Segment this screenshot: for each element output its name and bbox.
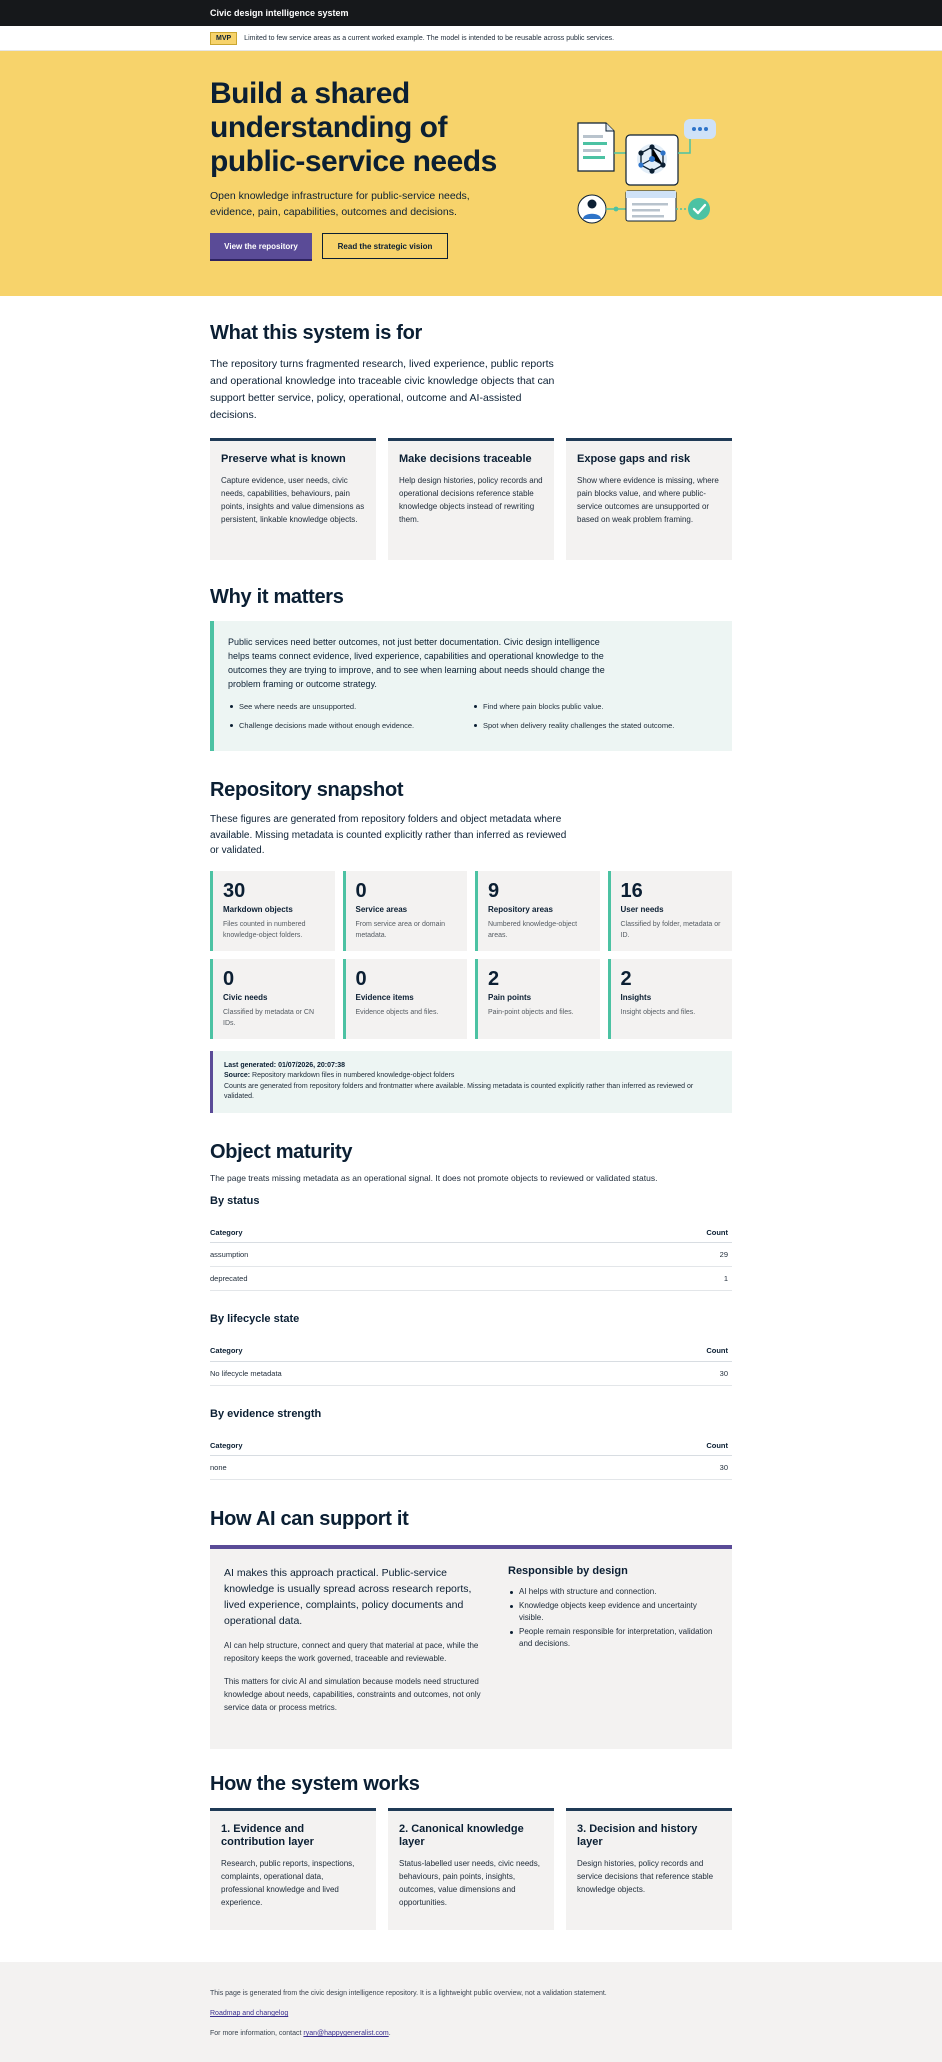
card-body: Design histories, policy records and service decisions that reference stable knowledge objects. xyxy=(577,1859,714,1894)
chat-bubble-icon xyxy=(684,119,716,139)
knowledge-network-illustration xyxy=(570,113,730,233)
report-card-icon xyxy=(626,191,676,221)
card-title: 3. Decision and history layer xyxy=(577,1823,698,1848)
what-lead: The repository turns fragmented research, lived experience, public reports and operational knowledge into traceable civic knowledge objects that can support better service, policy, operational, outcome and AI-assisted decisions. xyxy=(210,358,555,421)
last-generated-label: Last generated: xyxy=(224,1061,277,1069)
table-row xyxy=(210,1243,732,1267)
stat-user-needs xyxy=(608,871,733,951)
stat-number: 0 xyxy=(223,967,235,990)
ai-panel-left xyxy=(224,1565,486,1727)
footer-contact xyxy=(210,2029,732,2039)
card-preserve xyxy=(210,438,376,560)
source-value: Repository markdown files in numbered knowledge-object folders xyxy=(252,1072,455,1079)
count-cell: 1 xyxy=(535,1267,732,1291)
stat-desc: Evidence objects and files. xyxy=(355,1008,439,1016)
card-body: Show where evidence is missing, where pain blocks value, and where public-service outcomes are unsupported or based on weak problem framing. xyxy=(577,476,719,524)
why-bullets xyxy=(228,701,716,739)
stat-desc: Numbered knowledge-object areas. xyxy=(488,920,578,939)
roadmap-link[interactable]: Roadmap and changelog xyxy=(210,2010,289,2017)
why-body: Public services need better outcomes, not just better documentation. Civic design intelligence helps teams connect evidence, lived experience, capabilities and operational knowledge to the outcomes they are trying to improve, and to see when learning about needs should change the problem framing or outcome strategy. xyxy=(228,637,605,689)
ai-paragraph: This matters for civic AI and simulation because models need structured knowledge about needs, capabilities, constraints and outcomes, not only service data or process metrics. xyxy=(224,1677,481,1712)
snapshot-section xyxy=(210,779,732,1113)
maturity-section xyxy=(210,1141,732,1481)
why-section xyxy=(210,586,732,751)
stat-markdown-objects xyxy=(210,871,335,951)
view-repository-button[interactable]: View the repository xyxy=(210,233,312,259)
snapshot-lead: These figures are generated from repository folders and object metadata where available. Missing metadata is counted explicitly rather than inferred as reviewed or validated. xyxy=(210,814,567,856)
stat-label: Pain points xyxy=(488,992,532,1002)
column-header-category: Category xyxy=(210,1436,517,1456)
by-lifecycle-heading: By lifecycle state xyxy=(210,1313,300,1325)
lifecycle-table xyxy=(210,1341,732,1386)
what-title: What this system is for xyxy=(210,322,423,344)
ai-title: How AI can support it xyxy=(210,1508,409,1530)
stat-number: 0 xyxy=(355,967,367,990)
network-hub-icon xyxy=(626,135,678,185)
hero xyxy=(0,51,942,296)
snapshot-title: Repository snapshot xyxy=(210,779,404,801)
table-row xyxy=(210,1361,732,1385)
count-cell: 30 xyxy=(517,1456,733,1480)
stat-civic-needs xyxy=(210,959,335,1039)
stat-evidence-items xyxy=(343,959,468,1039)
card-title: Preserve what is known xyxy=(221,453,346,465)
last-generated-value: 01/07/2026, 20:07:38 xyxy=(278,1061,346,1069)
responsible-list xyxy=(508,1586,718,1651)
stat-number: 2 xyxy=(620,967,632,990)
table-header-row xyxy=(210,1223,732,1243)
card-gaps xyxy=(566,438,732,560)
category-cell: deprecated xyxy=(210,1267,535,1291)
why-title: Why it matters xyxy=(210,586,344,608)
stat-desc: Pain-point objects and files. xyxy=(488,1008,574,1016)
stat-insights xyxy=(608,959,733,1039)
card-body: Research, public reports, inspections, complaints, operational data, professional knowledge and lived experience. xyxy=(221,1859,355,1907)
mvp-badge: MVP xyxy=(210,32,237,45)
stat-label: Civic needs xyxy=(223,992,268,1002)
evidence-table xyxy=(210,1436,732,1481)
metadata-note: Counts are generated from repository folders and frontmatter where available. Missing metadata is counted explicitly rather than inferred as reviewed or validated. xyxy=(224,1082,694,1100)
phase-banner-text: Limited to few service areas as a current worked example. The model is intended to be reusable across public services. xyxy=(244,35,615,42)
stat-repository-areas xyxy=(475,871,600,951)
top-bar xyxy=(0,0,942,26)
why-bullets-left xyxy=(228,701,472,739)
responsible-heading: Responsible by design xyxy=(508,1565,628,1577)
list-item: Spot when delivery reality challenges the stated outcome. xyxy=(472,720,716,731)
table-header-row xyxy=(210,1341,732,1361)
stat-desc: Classified by metadata or CN IDs. xyxy=(223,1008,315,1027)
count-cell: 30 xyxy=(600,1361,732,1385)
column-header-category: Category xyxy=(210,1223,535,1243)
stat-number: 0 xyxy=(355,879,367,902)
how-section xyxy=(210,1773,732,1930)
contact-prefix: For more information, contact xyxy=(210,2030,304,2037)
stat-label: User needs xyxy=(620,904,664,914)
stat-label: Markdown objects xyxy=(223,904,293,914)
card-title: 1. Evidence and contribution layer xyxy=(221,1823,314,1848)
table-header-row xyxy=(210,1436,732,1456)
site-name[interactable]: Civic design intelligence system xyxy=(210,8,349,18)
by-status-heading: By status xyxy=(210,1194,260,1207)
what-section xyxy=(210,296,732,560)
stat-desc: Files counted in numbered knowledge-object folders. xyxy=(223,920,306,939)
card-body: Status-labelled user needs, civic needs, behaviours, pain points, insights, outcomes, value dimensions and opportunities. xyxy=(399,1859,540,1907)
ai-panel xyxy=(210,1545,732,1749)
count-cell: 29 xyxy=(535,1243,732,1267)
document-icon xyxy=(578,123,614,171)
strategic-vision-button[interactable]: Read the strategic vision xyxy=(322,233,448,259)
stat-label: Service areas xyxy=(355,904,408,914)
source-label: Source: xyxy=(224,1072,251,1079)
card-body: Capture evidence, user needs, civic needs, capabilities, behaviours, pain points, insights and value dimensions as persistent, linkable knowledge objects. xyxy=(221,476,365,524)
by-evidence-heading: By evidence strength xyxy=(210,1407,322,1420)
stat-label: Repository areas xyxy=(488,904,553,914)
how-title: How the system works xyxy=(210,1773,420,1795)
layer-cards xyxy=(210,1808,732,1930)
category-cell: none xyxy=(210,1456,517,1480)
table-row xyxy=(210,1267,732,1291)
ai-section xyxy=(210,1508,732,1749)
card-title: 2. Canonical knowledge layer xyxy=(399,1823,524,1848)
footer-statement: This page is generated from the civic design intelligence repository. It is a lightweight public overview, not a validation statement. xyxy=(210,1990,607,1997)
stat-number: 16 xyxy=(620,879,643,902)
table-row xyxy=(210,1456,732,1480)
check-circle-icon xyxy=(688,198,710,220)
hero-title: Build a shared understanding of public-service needs xyxy=(210,77,497,178)
contact-email-link[interactable]: ryan@happygeneralist.com xyxy=(303,2030,389,2037)
why-bullets-right xyxy=(472,701,716,739)
column-header-count: Count xyxy=(517,1436,733,1456)
phase-banner xyxy=(0,26,942,51)
ai-lead: AI makes this approach practical. Public-service knowledge is usually spread across research reports, lived experience, complaints, policy documents and operational data. xyxy=(224,1567,472,1627)
column-header-count: Count xyxy=(535,1223,732,1243)
stat-number: 2 xyxy=(488,967,500,990)
source-line xyxy=(224,1071,721,1082)
card-decision-layer xyxy=(566,1808,732,1930)
category-cell: No lifecycle metadata xyxy=(210,1361,600,1385)
ai-paragraph: AI can help structure, connect and query that material at pace, while the repository keeps the work governed, traceable and reviewable. xyxy=(224,1641,479,1663)
hero-subtitle: Open knowledge infrastructure for public-service needs, evidence, pain, capabilities, outcomes and decisions. xyxy=(210,190,470,218)
stat-label: Insights xyxy=(620,992,652,1002)
stat-number: 9 xyxy=(488,879,500,902)
card-title: Expose gaps and risk xyxy=(577,453,691,465)
category-cell: assumption xyxy=(210,1243,535,1267)
last-generated-line xyxy=(224,1061,721,1072)
list-item: See where needs are unsupported. xyxy=(228,701,472,712)
contact-suffix: . xyxy=(388,2030,391,2037)
stat-label: Evidence items xyxy=(355,992,414,1002)
column-header-category: Category xyxy=(210,1341,600,1361)
status-table xyxy=(210,1223,732,1292)
list-item: Find where pain blocks public value. xyxy=(472,701,716,712)
purpose-cards xyxy=(210,438,732,560)
list-item: People remain responsible for interpretation, validation and decisions. xyxy=(508,1626,718,1651)
footer xyxy=(0,1962,942,2062)
stat-service-areas xyxy=(343,871,468,951)
ai-panel-right xyxy=(508,1565,718,1727)
stat-number: 30 xyxy=(223,879,246,902)
maturity-intro: The page treats missing metadata as an operational signal. It does not promote objects to reviewed or validated status. xyxy=(210,1172,658,1183)
why-callout xyxy=(210,621,732,751)
list-item: Challenge decisions made without enough evidence. xyxy=(228,720,472,731)
card-evidence-layer xyxy=(210,1808,376,1930)
list-item: AI helps with structure and connection. xyxy=(508,1586,718,1599)
card-canonical-layer xyxy=(388,1808,554,1930)
generation-metadata xyxy=(210,1051,732,1113)
maturity-title: Object maturity xyxy=(210,1140,353,1163)
card-body: Help design histories, policy records and operational decisions reference stable knowledge objects instead of rewriting them. xyxy=(399,476,543,524)
list-item: Knowledge objects keep evidence and uncertainty visible. xyxy=(508,1600,718,1625)
stats-grid xyxy=(210,871,732,1039)
stat-pain-points xyxy=(475,959,600,1039)
card-traceable xyxy=(388,438,554,560)
card-title: Make decisions traceable xyxy=(399,453,532,465)
stat-desc: Classified by folder, metadata or ID. xyxy=(620,920,721,939)
person-icon xyxy=(578,195,606,223)
stat-desc: From service area or domain metadata. xyxy=(355,920,445,939)
column-header-count: Count xyxy=(600,1341,732,1361)
stat-desc: Insight objects and files. xyxy=(620,1008,696,1016)
